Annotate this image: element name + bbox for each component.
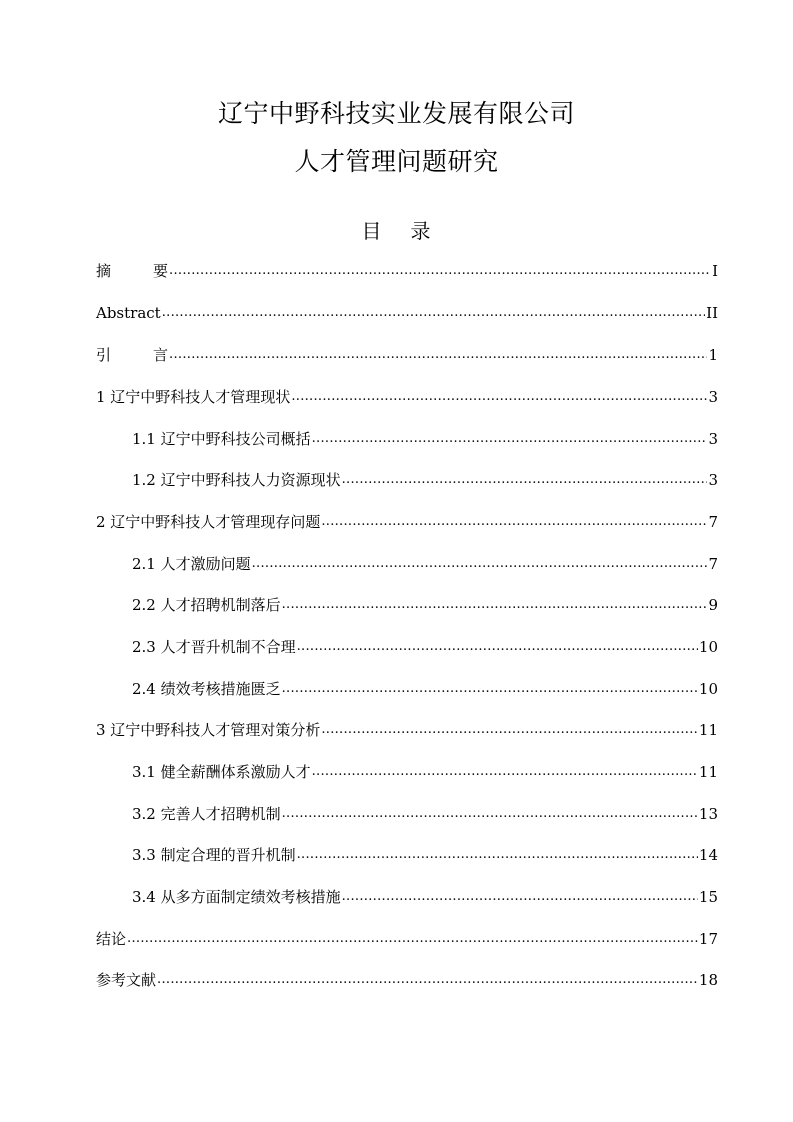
toc-entry-title: 3 辽宁中野科技人才管理对策分析 (96, 721, 321, 739)
toc-entry-title: 2.1 人才激励问题 (132, 555, 251, 573)
toc-dot-leader (282, 677, 698, 701)
toc-entry-page: II (706, 304, 718, 322)
toc-entry-title: 2 辽宁中野科技人才管理现存问题 (96, 513, 321, 531)
toc-entry-introduction[interactable] (96, 343, 718, 367)
toc-entry-conclusion[interactable] (96, 927, 718, 951)
toc-heading-char-1: 目 (361, 219, 383, 243)
toc-dot-leader (127, 927, 698, 951)
toc-entry-page: 3 (708, 471, 718, 489)
toc-entry-title: 引 言 (96, 346, 169, 364)
toc-entry-title: 3.2 完善人才招聘机制 (132, 805, 281, 823)
toc-entry-page: 15 (698, 888, 718, 906)
toc-dot-leader (291, 385, 707, 409)
toc-entry-page: 10 (698, 638, 718, 656)
toc-entry-title: 2.3 人才晋升机制不合理 (132, 638, 296, 656)
toc-dot-leader (252, 552, 708, 576)
toc-entry-page: 9 (708, 596, 718, 614)
toc-heading (0, 219, 793, 243)
toc-dot-leader (297, 843, 698, 867)
toc-entry-title: 参考文献 (96, 971, 157, 989)
toc-entry-title: 结论 (96, 930, 127, 948)
toc-entry-title: 1.2 辽宁中野科技人力资源现状 (132, 471, 341, 489)
toc-entry-section-2-1[interactable] (132, 552, 718, 576)
toc-entry-section-3-2[interactable] (132, 802, 718, 826)
toc-entry-section-2-3[interactable] (132, 635, 718, 659)
toc-entry-references[interactable] (96, 968, 718, 992)
toc-entry-page: 17 (698, 930, 718, 948)
toc-entry-title: 3.1 健全薪酬体系激励人才 (132, 763, 311, 781)
toc-entry-page: 13 (698, 805, 718, 823)
toc-entry-title: 3.3 制定合理的晋升机制 (132, 846, 296, 864)
toc-entry-chapter-3[interactable] (96, 718, 718, 742)
toc-entry-page: 1 (708, 346, 718, 364)
toc-entry-title: 1 辽宁中野科技人才管理现状 (96, 388, 291, 406)
toc-dot-leader (342, 468, 708, 492)
toc-entry-page: I (712, 262, 718, 280)
toc-entry-title: 2.4 绩效考核措施匮乏 (132, 680, 281, 698)
toc-entry-page: 14 (698, 846, 718, 864)
toc-entry-page: 3 (708, 388, 718, 406)
toc-dot-leader (157, 968, 698, 992)
toc-dot-leader (162, 301, 705, 325)
toc-dot-leader (342, 885, 698, 909)
toc-entry-abstract-cn[interactable] (96, 259, 718, 283)
toc-entry-section-2-4[interactable] (132, 677, 718, 701)
toc-entry-title: 摘 要 (96, 262, 169, 280)
toc-entry-title: Abstract (96, 304, 161, 322)
toc-entry-page: 18 (698, 971, 718, 989)
toc-entry-title: 3.4 从多方面制定绩效考核措施 (132, 888, 341, 906)
toc-dot-leader (282, 802, 698, 826)
toc-dot-leader (321, 718, 698, 742)
toc-entry-section-3-4[interactable] (132, 885, 718, 909)
toc-entry-section-2-2[interactable] (132, 593, 718, 617)
toc-dot-leader (321, 510, 707, 534)
toc-dot-leader (297, 635, 698, 659)
toc-dot-leader (169, 259, 711, 283)
toc-entry-page: 7 (708, 555, 718, 573)
toc-entry-title: 2.2 人才招聘机制落后 (132, 596, 281, 614)
toc-entry-section-1-2[interactable] (132, 468, 718, 492)
toc-entry-section-3-1[interactable] (132, 760, 718, 784)
toc-entry-chapter-1[interactable] (96, 385, 718, 409)
document-title-line-2: 人才管理问题研究 (294, 147, 499, 176)
toc-dot-leader (282, 593, 708, 617)
document-title-line-1: 辽宁中野科技实业发展有限公司 (217, 99, 575, 128)
toc-dot-leader (312, 427, 708, 451)
toc-entry-page: 3 (708, 430, 718, 448)
toc-entry-chapter-2[interactable] (96, 510, 718, 534)
toc-entry-page: 10 (698, 680, 718, 698)
toc-dot-leader (312, 760, 698, 784)
toc-entry-page: 11 (698, 721, 718, 739)
toc-entry-section-1-1[interactable] (132, 427, 718, 451)
toc-entry-page: 11 (698, 763, 718, 781)
toc-entry-page: 7 (708, 513, 718, 531)
toc-entry-title: 1.1 辽宁中野科技公司概括 (132, 430, 311, 448)
toc-entry-abstract-en[interactable] (96, 301, 718, 325)
toc-dot-leader (169, 343, 707, 367)
toc-heading-char-2: 录 (410, 219, 432, 243)
toc-entry-section-3-3[interactable] (132, 843, 718, 867)
